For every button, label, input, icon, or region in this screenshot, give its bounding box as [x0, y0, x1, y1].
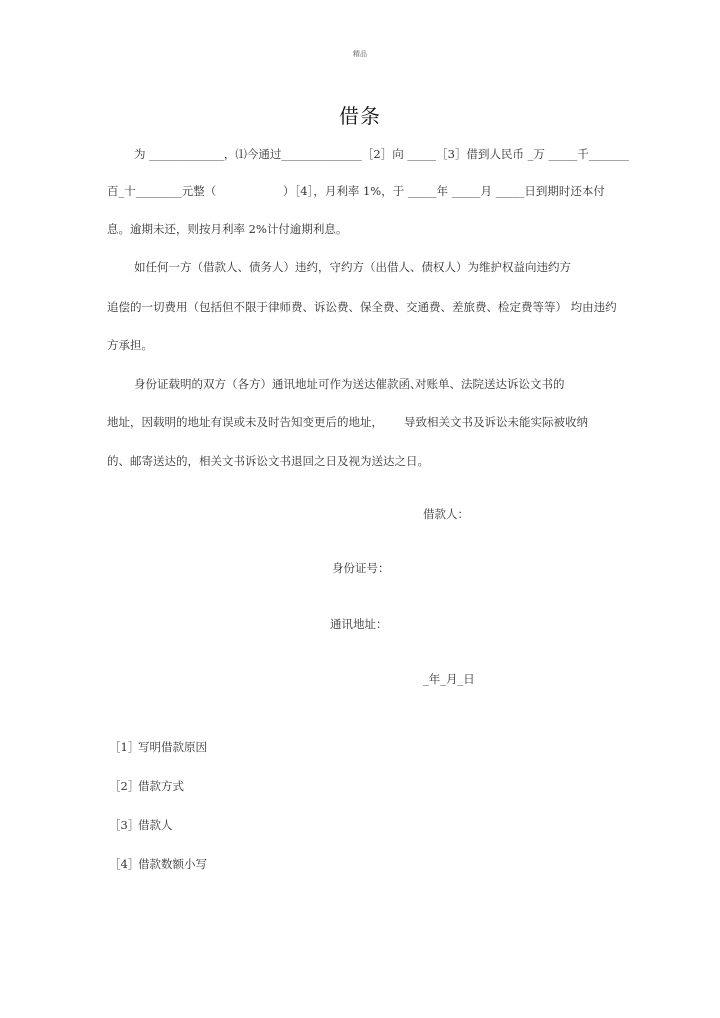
address-label: 通讯地址：: [330, 617, 388, 631]
footnote-text: 写明借款原因: [138, 740, 207, 754]
document-title: 借条: [339, 104, 381, 128]
footnote-number: ［4］: [109, 857, 140, 871]
footnote-number: ［3］: [109, 818, 140, 832]
id-number-label: 身份证号：: [332, 561, 390, 575]
terms-line-2a: 百_十________元整（: [107, 184, 217, 198]
footnote-number: ［1］: [109, 740, 140, 754]
breach-line-3: 方承担。: [107, 338, 153, 352]
address-line-3: 的、邮寄送达的，相关文书诉讼文书退回之日及视为送达之日。: [107, 454, 429, 468]
borrower-label: 借款人：: [423, 507, 469, 521]
date-line: _年_月_日: [423, 672, 475, 686]
address-line-1a: 身份证载明的双方（各方）通讯地址可作为送达催款函、: [134, 377, 422, 391]
address-line-2a: 地址，因载明的地址有误或未及时告知变更后的地址，: [107, 415, 383, 429]
footnote-number: ［2］: [109, 779, 140, 793]
terms-line-2b: ）［4］，月利率 1%，于 _____年 _____月 _____日到期时还本付: [283, 184, 605, 198]
address-line-2b: 导致相关文书及诉讼未能实际被收纳: [404, 415, 588, 429]
terms-line-1: 为 _____________，⑴今通过______________［2］向 _____［3］借到人民币 _万 _____千_______: [134, 147, 630, 161]
page-header: 精品: [353, 50, 367, 58]
footnote-text: 借款人: [138, 818, 173, 832]
terms-line-3: 息。逾期未还，则按月利率 2%计付逾期利息。: [107, 222, 348, 236]
address-line-1b: 对账单、法院送达诉讼文书的: [415, 377, 565, 391]
breach-line-2: 追偿的一切费用（包括但不限于律师费、诉讼费、保全费、交通费、差旅费、检定费等等） 均由违约: [107, 300, 617, 314]
breach-line-1: 如任何一方（借款人、债务人）违约，守约方（出借人、债权人）为维护权益向违约方: [134, 260, 571, 274]
footnote-text: 借款数额小写: [138, 857, 207, 871]
footnote-text: 借款方式: [138, 779, 184, 793]
